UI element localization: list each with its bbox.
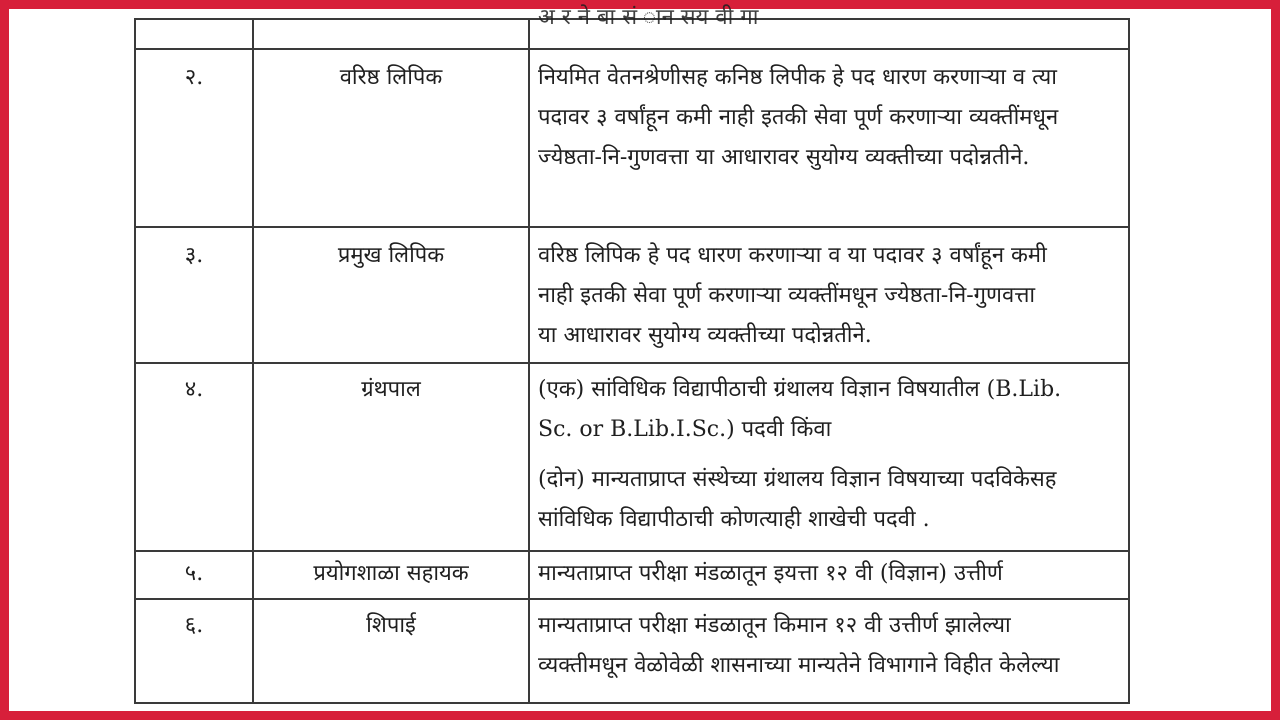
qualification-line: व्यक्तीमधून वेळोवेळी शासनाच्या मान्यतेने विभागाने विहीत केलेल्या xyxy=(538,653,1060,678)
qualification-line: सांविधिक विद्यापीठाची कोणत्याही शाखेची पदवी . xyxy=(538,507,930,532)
table-row xyxy=(135,551,1129,599)
qualification-line: पदावर ३ वर्षांहून कमी नाही इतकी सेवा पूर्ण करणाऱ्या व्यक्तींमधून xyxy=(538,105,1059,130)
qualification-paragraph xyxy=(538,460,1120,540)
qualification-line: वरिष्ठ लिपिक हे पद धारण करणाऱ्या व या पदावर ३ वर्षांहून कमी xyxy=(538,243,1047,268)
qualification-cell xyxy=(529,49,1129,227)
table-row xyxy=(135,363,1129,551)
table-row-partial xyxy=(135,19,1129,49)
qualification-line: नाही इतकी सेवा पूर्ण करणाऱ्या व्यक्तींमधून ज्येष्ठता-नि-गुणवत्ता xyxy=(538,283,1036,308)
post-name: ग्रंथपाल xyxy=(253,363,529,551)
row-number: ५. xyxy=(135,551,253,599)
row-number: ४. xyxy=(135,363,253,551)
post-name-cell xyxy=(253,19,529,49)
qualification-paragraph xyxy=(538,370,1120,450)
qualification-line: Sc. or B.Lib.I.Sc.) पदवी किंवा xyxy=(538,417,832,442)
qualification-cell xyxy=(529,599,1129,703)
table-row xyxy=(135,49,1129,227)
post-name: शिपाई xyxy=(253,599,529,703)
row-number: ६. xyxy=(135,599,253,703)
qualification-line: ज्येष्ठता-नि-गुणवत्ता या आधारावर सुयोग्य व्यक्तीच्या पदोन्नतीने. xyxy=(538,145,1030,170)
qualification-line: या आधारावर सुयोग्य व्यक्तीच्या पदोन्नतीने. xyxy=(538,323,872,348)
qualification-line: मान्यताप्राप्त परीक्षा मंडळातून इयत्ता १२ वी (विज्ञान) उत्तीर्ण xyxy=(538,561,1003,586)
cut-off-text: अ र ने बा सं ान सय वी गा xyxy=(538,5,759,30)
qualification-cell xyxy=(529,551,1129,599)
table-row xyxy=(135,227,1129,363)
qualification-line: (दोन) मान्यताप्राप्त संस्थेच्या ग्रंथालय विज्ञान विषयाच्या पदविकेसह xyxy=(538,467,1057,492)
qualification-cell xyxy=(529,5,1129,49)
row-number: २. xyxy=(135,49,253,227)
row-number-cell xyxy=(135,19,253,49)
qualification-line: नियमित वेतनश्रेणीसह कनिष्ठ लिपीक हे पद धारण करणाऱ्या व त्या xyxy=(538,65,1057,90)
post-name: प्रमुख लिपिक xyxy=(253,227,529,363)
document-viewport xyxy=(9,5,1271,678)
qualification-line: मान्यताप्राप्त परीक्षा मंडळातून किमान १२ वी उत्तीर्ण झालेल्या xyxy=(538,613,1011,638)
post-name: प्रयोगशाळा सहायक xyxy=(253,551,529,599)
qualification-cell xyxy=(529,363,1129,551)
qualification-line: (एक) सांविधिक विद्यापीठाची ग्रंथालय विज्ञान विषयातील (B.Lib. xyxy=(538,377,1062,402)
post-name: वरिष्ठ लिपिक xyxy=(253,49,529,227)
qualification-cell xyxy=(529,227,1129,363)
table-row xyxy=(135,599,1129,703)
row-number: ३. xyxy=(135,227,253,363)
recruitment-qualification-table xyxy=(134,5,1130,704)
